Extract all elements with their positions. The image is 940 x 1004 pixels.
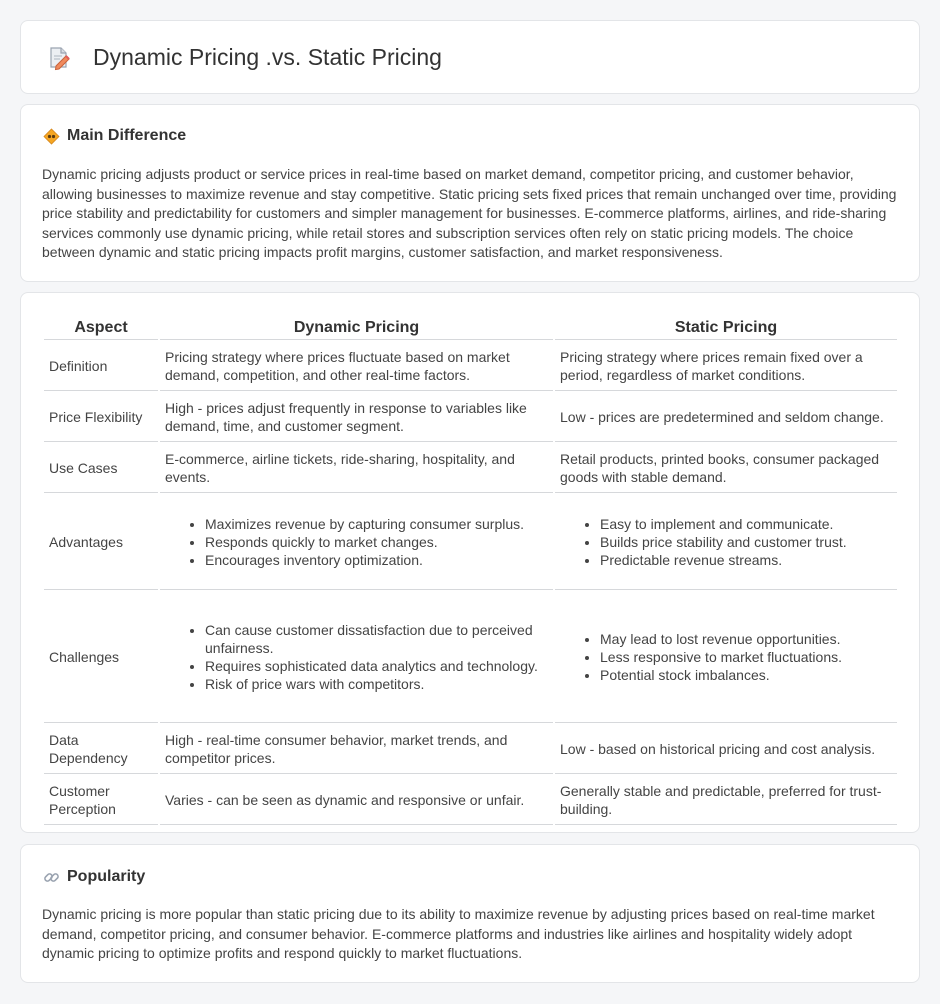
header-dynamic: Dynamic Pricing (160, 317, 553, 340)
list-item: • May lead to lost revenue opportunities. (600, 630, 892, 648)
table-row (44, 444, 897, 493)
list-item: • Less responsive to market fluctuations. (600, 648, 892, 666)
header-static: Static Pricing (555, 317, 897, 340)
list-item: • Builds price stability and customer trust. (600, 533, 892, 551)
list-item: • Encourages inventory optimization. (205, 551, 548, 569)
diamond-sign-icon (43, 128, 60, 145)
list-item: • Requires sophisticated data analytics and technology. (205, 657, 548, 675)
main-difference-card (20, 104, 920, 282)
row-static (555, 592, 897, 723)
list-item: • Easy to implement and communicate. (600, 515, 892, 533)
row-dynamic: Varies - can be seen as dynamic and responsive or unfair. (160, 776, 553, 825)
header-card (20, 20, 920, 94)
header-aspect: Aspect (44, 317, 158, 340)
table-row (44, 342, 897, 391)
challenges-static-list (560, 630, 892, 684)
table-header-row (44, 317, 897, 340)
row-dynamic: High - real-time consumer behavior, market trends, and competitor prices. (160, 725, 553, 774)
main-difference-text: Dynamic pricing adjusts product or service prices in real-time based on market demand, competitor pricing, and customer behavior, allowing businesses to maximize revenue and stay competitive. Static pricing sets fixed prices that remain unchanged over time, providing price stability and predictability for customers and simpler management for businesses. E-commerce platforms, airlines, and ride-sharing services commonly use dynamic pricing, while retail stores and subscription services often rely on static pricing models. The choice between dynamic and static pricing impacts profit margins, customer satisfaction, and market responsiveness. (42, 166, 897, 261)
table-row (44, 776, 897, 825)
row-aspect: Price Flexibility (44, 393, 158, 442)
table-row (44, 725, 897, 774)
list-item: • Responds quickly to market changes. (205, 533, 548, 551)
row-static (555, 495, 897, 590)
list-item: • Potential stock imbalances. (600, 666, 892, 684)
list-item: • Maximizes revenue by capturing consumer surplus. (205, 515, 548, 533)
page-title: Dynamic Pricing .vs. Static Pricing (93, 44, 442, 70)
row-static: Low - prices are predetermined and seldom change. (555, 393, 897, 442)
document-pencil-icon (46, 45, 72, 71)
popularity-heading (43, 868, 145, 886)
row-aspect: Use Cases (44, 444, 158, 493)
row-aspect: Customer Perception (44, 776, 158, 825)
row-aspect: Challenges (44, 592, 158, 723)
row-static: Low - based on historical pricing and cost analysis. (555, 725, 897, 774)
list-item: • Risk of price wars with competitors. (205, 675, 548, 693)
row-aspect: Definition (44, 342, 158, 391)
row-dynamic: E-commerce, airline tickets, ride-sharing, hospitality, and events. (160, 444, 553, 493)
popularity-card (20, 844, 920, 983)
link-icon (43, 869, 60, 886)
row-aspect: Advantages (44, 495, 158, 590)
list-item: • Predictable revenue streams. (600, 551, 892, 569)
table-row (44, 592, 897, 723)
main-difference-title: Main Difference (67, 127, 187, 144)
challenges-dynamic-list (165, 621, 548, 693)
row-static: Pricing strategy where prices remain fixed over a period, regardless of market conditions. (555, 342, 897, 391)
row-dynamic (160, 592, 553, 723)
popularity-text: Dynamic pricing is more popular than static pricing due to its ability to maximize revenue by adjusting prices based on real-time market demand, competitor pricing, and consumer behavior. E-commerce platforms and industries like airlines and hospitality widely adopt dynamic pricing to optimize profits and respond quickly to market fluctuations. (42, 906, 875, 962)
row-aspect: Data Dependency (44, 725, 158, 774)
table-row (44, 393, 897, 442)
list-item: • Can cause customer dissatisfaction due to perceived unfairness. (205, 621, 548, 657)
popularity-title: Popularity (67, 868, 146, 885)
row-dynamic (160, 495, 553, 590)
row-dynamic: Pricing strategy where prices fluctuate based on market demand, competition, and other real-time factors. (160, 342, 553, 391)
comparison-card (20, 292, 920, 833)
table-row (44, 495, 897, 590)
row-dynamic: High - prices adjust frequently in response to variables like demand, time, and customer segment. (160, 393, 553, 442)
advantages-dynamic-list (165, 515, 548, 569)
comparison-table (42, 315, 899, 827)
row-static: Retail products, printed books, consumer packaged goods with stable demand. (555, 444, 897, 493)
advantages-static-list (560, 515, 892, 569)
main-difference-heading (43, 127, 186, 145)
row-static: Generally stable and predictable, preferred for trust-building. (555, 776, 897, 825)
